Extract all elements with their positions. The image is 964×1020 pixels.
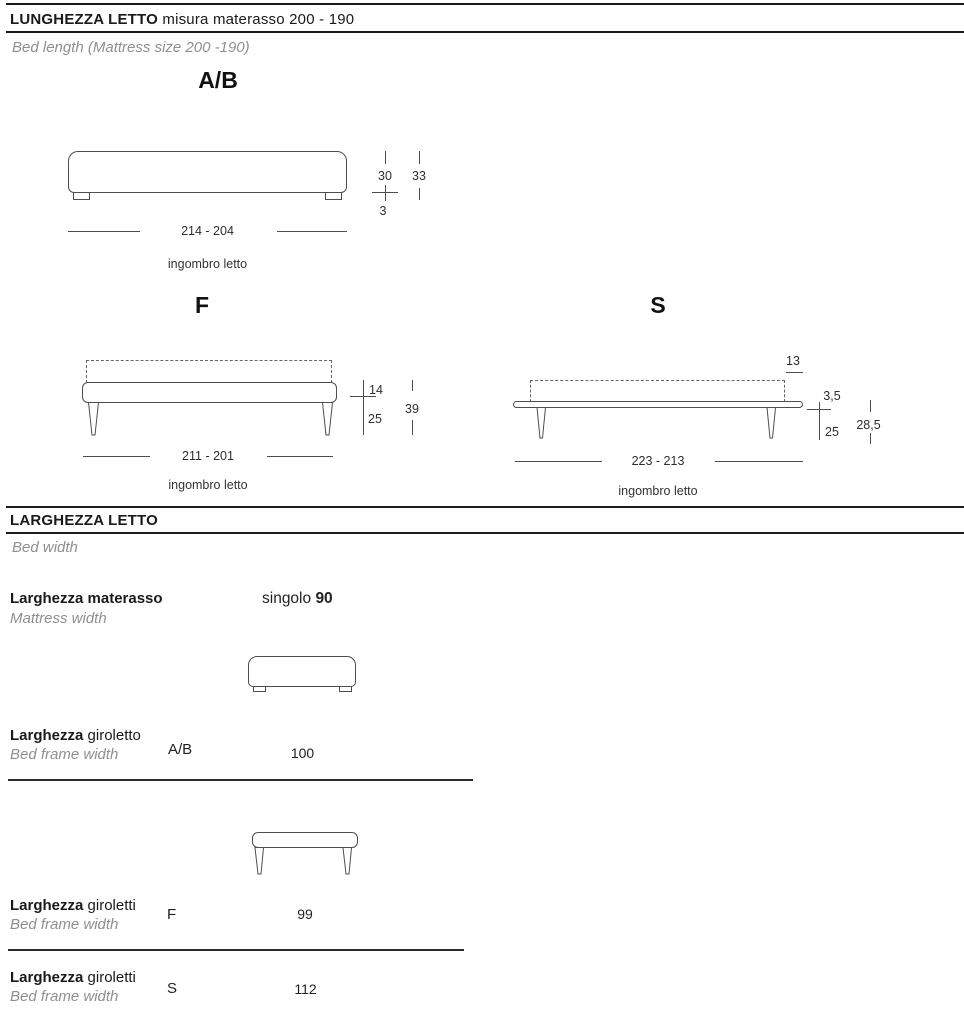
f-bed-front-view bbox=[252, 832, 358, 848]
ab-bed-foot-left bbox=[73, 192, 90, 200]
ab-bed-side-view bbox=[68, 151, 347, 193]
s-length-line-right bbox=[715, 461, 803, 462]
s-dim-13: 13 bbox=[786, 354, 800, 368]
f-length-value: 211 - 201 bbox=[182, 449, 234, 463]
row-f-divider bbox=[8, 949, 464, 951]
f-mattress-outline bbox=[86, 360, 332, 383]
ab-dim-tick-3 bbox=[419, 188, 420, 200]
s-mattress-outline bbox=[530, 380, 785, 402]
row-ab-divider bbox=[8, 779, 473, 781]
f-bed-leg-left bbox=[87, 402, 100, 436]
row-ab-label-rest: giroletto bbox=[83, 727, 141, 744]
mattress-size-value bbox=[262, 590, 333, 608]
f-front-leg-left bbox=[254, 847, 265, 875]
s-dim-25: 25 bbox=[825, 425, 839, 439]
ab-bed-foot-right bbox=[325, 192, 342, 200]
header-rule bbox=[6, 31, 964, 33]
f-dim-39: 39 bbox=[405, 402, 419, 416]
s-length-value: 223 - 213 bbox=[631, 454, 685, 468]
row-f-label-rest: giroletti bbox=[83, 897, 136, 914]
f-dim-25: 25 bbox=[368, 412, 382, 426]
mattress-width-label-en: Mattress width bbox=[10, 610, 107, 627]
width-section-rule-bottom bbox=[6, 532, 964, 534]
s-dim-cross-h bbox=[807, 409, 831, 410]
model-label-s: S bbox=[650, 292, 666, 318]
section-title-length-rest: misura materasso 200 - 190 bbox=[158, 11, 355, 28]
f-dim-vline bbox=[363, 380, 364, 435]
mattress-width-label-it: Larghezza materasso bbox=[10, 590, 163, 607]
s-dim-vline bbox=[819, 402, 820, 440]
f-dim-14: 14 bbox=[369, 383, 383, 397]
ab-length-line-left bbox=[68, 231, 140, 232]
f-front-leg-right bbox=[342, 847, 353, 875]
ab-dim-tick-2 bbox=[419, 151, 420, 164]
mattress-value: 90 bbox=[315, 590, 333, 607]
row-ab-label-it bbox=[10, 727, 141, 744]
ab-dim-3: 3 bbox=[379, 204, 387, 218]
s-caption: ingombro letto bbox=[618, 484, 698, 498]
section-subtitle-length: Bed length (Mattress size 200 -190) bbox=[12, 39, 250, 56]
top-rule bbox=[6, 3, 964, 5]
s-bed-platform-side-view bbox=[513, 401, 803, 408]
ab-dim-cross-v bbox=[385, 185, 386, 201]
f-bed-leg-right bbox=[321, 402, 334, 436]
row-s-label-bold: Larghezza bbox=[10, 969, 84, 986]
ab-length-line-right bbox=[277, 231, 347, 232]
model-label-f: F bbox=[194, 292, 210, 318]
f-length-line-left bbox=[83, 456, 150, 457]
ab-caption: ingombro letto bbox=[167, 257, 248, 271]
s-dim-tick-bottom bbox=[870, 433, 871, 444]
s-bed-leg-right bbox=[766, 407, 777, 439]
row-s-label-rest: giroletti bbox=[83, 969, 136, 986]
row-f-value: 99 bbox=[297, 906, 313, 922]
row-ab-label-en: Bed frame width bbox=[10, 746, 119, 763]
ab-dim-tick-1 bbox=[385, 151, 386, 164]
ab-front-foot-left bbox=[253, 686, 266, 692]
f-length-line-right bbox=[267, 456, 333, 457]
mattress-type: singolo bbox=[262, 590, 316, 607]
s-dim-tick-top bbox=[870, 400, 871, 412]
ab-length-value: 214 - 204 bbox=[181, 224, 234, 238]
row-f-label-bold: Larghezza bbox=[10, 897, 84, 914]
ab-bed-front-view bbox=[248, 656, 356, 687]
f-caption: ingombro letto bbox=[168, 478, 248, 492]
row-ab-model: A/B bbox=[168, 741, 193, 758]
s-dim-13-underline bbox=[786, 372, 803, 373]
f-dim-tick-bottom bbox=[412, 420, 413, 435]
section-title-length-bold: LUNGHEZZA LETTO bbox=[10, 11, 158, 28]
s-dim-35: 3,5 bbox=[823, 389, 841, 403]
f-dim-tick-top bbox=[412, 380, 413, 391]
width-section-rule-top bbox=[6, 506, 964, 508]
s-length-line-left bbox=[515, 461, 602, 462]
row-ab-value: 100 bbox=[290, 745, 315, 761]
section-title-width: LARGHEZZA LETTO bbox=[10, 512, 158, 529]
row-f-model: F bbox=[167, 906, 177, 923]
section-subtitle-width: Bed width bbox=[12, 539, 78, 556]
row-f-label-en: Bed frame width bbox=[10, 916, 119, 933]
ab-dim-30: 30 bbox=[378, 169, 392, 183]
row-s-value: 112 bbox=[294, 981, 317, 997]
row-s-label-it bbox=[10, 969, 136, 986]
section-title-length bbox=[10, 11, 354, 28]
s-dim-285: 28,5 bbox=[856, 418, 881, 432]
row-f-label-it bbox=[10, 897, 136, 914]
f-bed-frame-side-view bbox=[82, 382, 337, 403]
row-ab-label-bold: Larghezza bbox=[10, 727, 84, 744]
s-bed-leg-left bbox=[536, 407, 547, 439]
ab-front-foot-right bbox=[339, 686, 352, 692]
ab-dim-33: 33 bbox=[412, 169, 426, 183]
row-s-label-en: Bed frame width bbox=[10, 988, 119, 1005]
row-s-model: S bbox=[167, 980, 178, 997]
model-label-ab: A/B bbox=[198, 67, 238, 93]
